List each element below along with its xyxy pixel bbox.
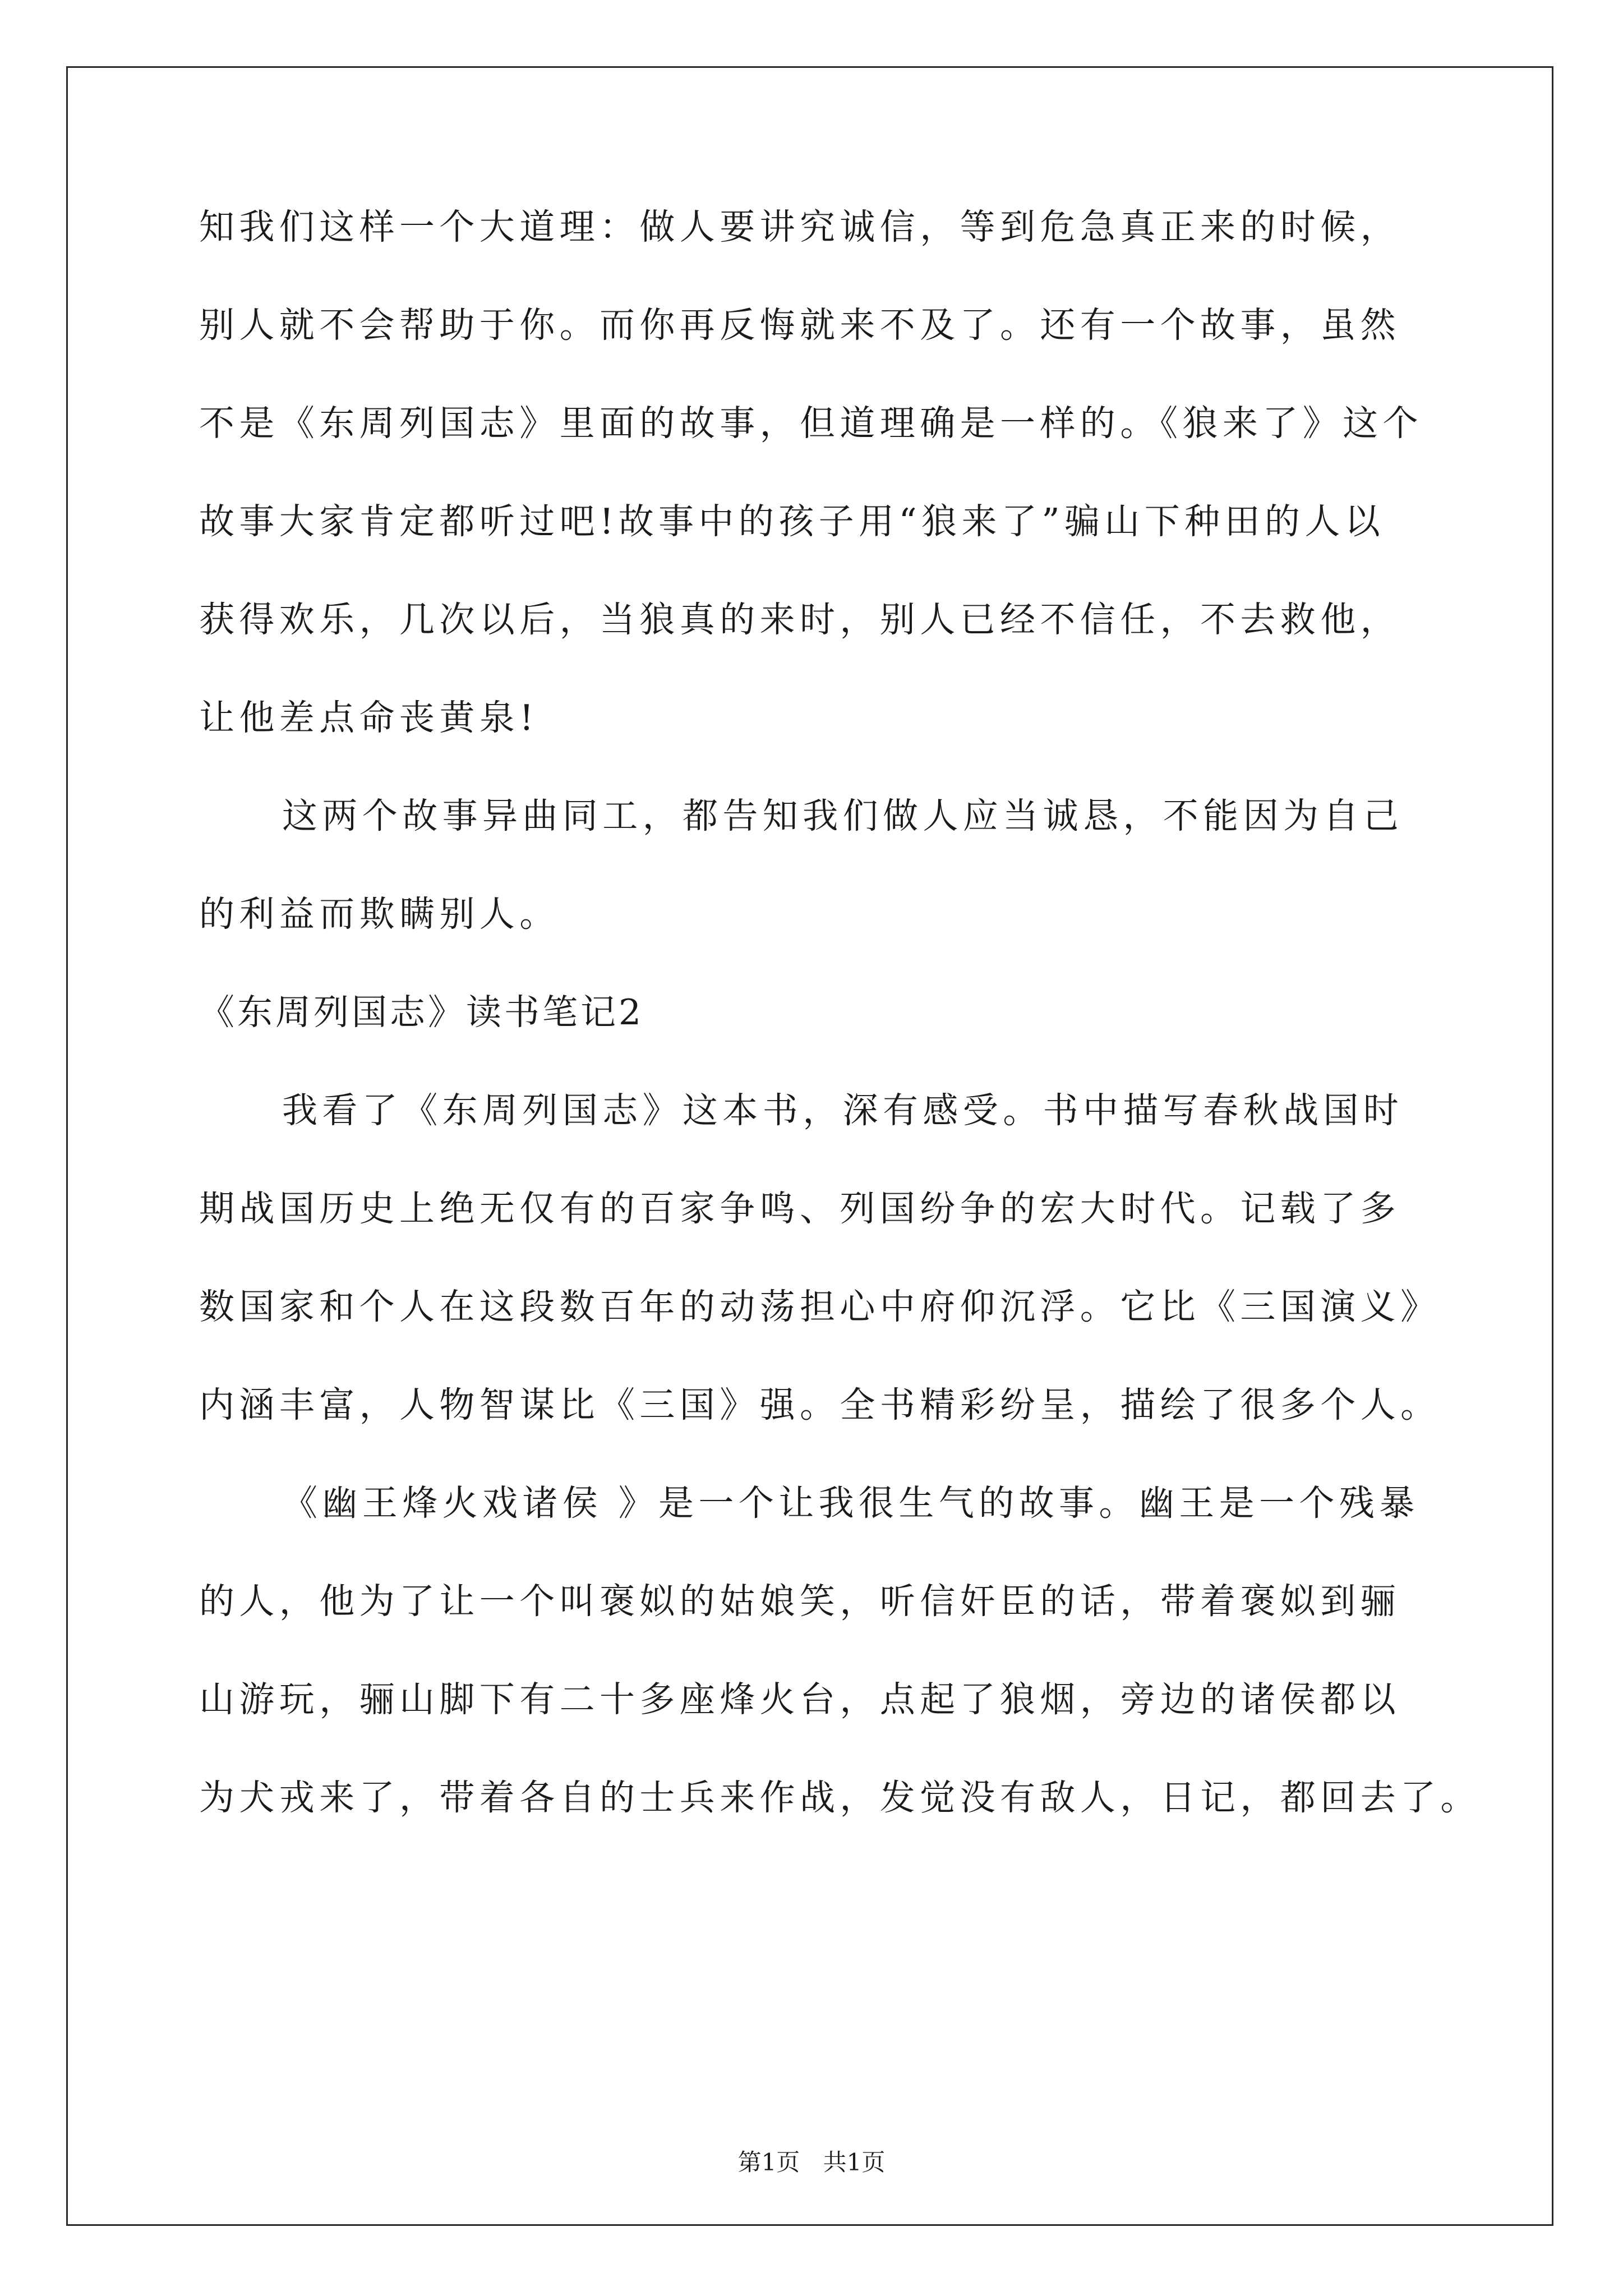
paragraph-line: 这两个故事异曲同工，都告知我们做人应当诚恳，不能因为自己 <box>282 795 1404 836</box>
paragraph-line: 《幽王烽火戏诸侯 》是一个让我很生气的故事。幽王是一个残暴 <box>282 1483 1419 1524</box>
paragraph-line: 期战国历史上绝无仅有的百家争鸣、列国纷争的宏大时代。记载了多 <box>199 1188 1400 1229</box>
paragraph-line: 获得欢乐，几次以后，当狼真的来时，别人已经不信任，不去救他， <box>199 599 1400 640</box>
document-body <box>199 196 1481 1865</box>
section-heading: 《东周列国志》读书笔记2 <box>199 992 644 1033</box>
paragraph-line: 别人就不会帮助于你。而你再反悔就来不及了。还有一个故事，虽然 <box>199 305 1400 346</box>
paragraph-line: 不是《东周列国志》里面的故事，但道理确是一样的。《狼来了》这个 <box>199 403 1423 444</box>
paragraph-line: 为犬戎来了，带着各自的士兵来作战，发觉没有敌人，日记，都回去了。 <box>199 1777 1481 1818</box>
paragraph-line: 我看了《东周列国志》这本书，深有感受。书中描写春秋战国时 <box>282 1090 1404 1131</box>
paragraph-line: 让他差点命丧黄泉! <box>199 697 538 738</box>
page-footer <box>0 2146 1623 2179</box>
page-number-total: 共1页 <box>823 2148 886 2176</box>
page-number-current: 第1页 <box>737 2148 800 2176</box>
paragraph-line: 知我们这样一个大道理：做人要讲究诚信，等到危急真正来的时候， <box>199 206 1400 247</box>
paragraph-line: 数国家和个人在这段数百年的动荡担心中府仰沉浮。它比《三国演义》 <box>199 1286 1441 1327</box>
paragraph-line: 的利益而欺瞒别人。 <box>199 894 560 935</box>
paragraph-line: 的人，他为了让一个叫褒姒的姑娘笑，听信奸臣的话，带着褒姒到骊 <box>199 1581 1400 1622</box>
paragraph-line: 内涵丰富，人物智谋比《三国》强。全书精彩纷呈，描绘了很多个人。 <box>199 1384 1441 1425</box>
paragraph-line: 故事大家肯定都听过吧!故事中的孩子用“狼来了”骗山下种田的人以 <box>199 501 1385 542</box>
paragraph-line: 山游玩，骊山脚下有二十多座烽火台，点起了狼烟，旁边的诸侯都以 <box>199 1679 1400 1720</box>
